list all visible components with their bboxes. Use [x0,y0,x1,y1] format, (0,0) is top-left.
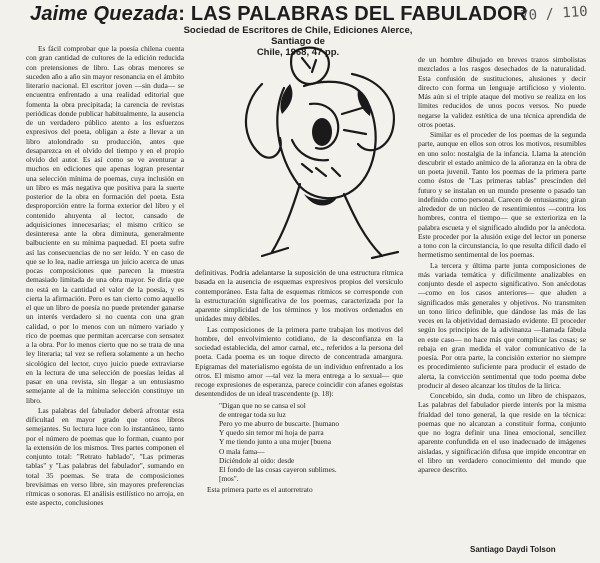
book-title: LAS PALABRAS DEL FABULADOR [190,3,528,25]
publication-info-line2: Chile, 1968, 47 pp. [256,47,340,58]
publication-info-line1: Sociedad de Escritores de Chile, Ediciones Alerce, Santiago de [183,25,413,47]
verse-line: Diciéndole al oído: desde [219,455,295,465]
author-name: Jaime Quezada [30,3,179,25]
verse-line: Y quedo sin temor mi hoja de parra [219,428,324,438]
paragraph: Similar es el proceder de los poemas de la segunda parte, aunque en ellos son otros los motivos, resumibles en uno solo: nostalgia de la infancia. Llama la atención descubrir el estado anímico de la añoranza en la obra de un poeta juvenil. Tanto los poemas de la primera parte como éstos de "Las primeras tablas" prescinden del futuro y se instalan en un mundo presente o pasado tan indefinido como personal. Carecen de entusiasmo; giran alrededor de un núcleo de resentimientos —contra los hombres, contra el tiempo— que se exterioriza en la palabra escueta y el significado aludido por la anécdota. Este proceder por la alusión exige del lector un ponerse a tono con la circunstancia, lo que resulta difícil dado el hermetismo sentimental de los poemas. [418,130,586,260]
handwritten-catalog-note: 70 / 110 [519,3,589,25]
paragraph: Concebido, sin duda, como un libro de chispazos, Las palabras del fabulador pierde interés por la misma frialdad del tono general, la que reside en la técnica: poemas que no alcanzan a constituir forma, conjunto que no logra definir una línea emocional, sencillez aparente confundida en el uso inadecuado de imágenes aisladas, y significación difusa que impide encontrar en el libro un verdadero conocimiento del mundo que aparece descrito. [418,391,586,474]
verse-line: El fondo de las cosas cayeron sublimes. [219,464,337,474]
paragraph: La tercera y última parte junta composiciones de más variada temática y difícilmente analizables en conjunto desde el aspecto significativo. Son anécdotas —como en los casos anteriores— que aluden a significados más generales y objetivos. No transmiten un tono lírico definible, que dándose las más de las veces en la objetividad demasiado evidente. El proceder según los principios de la adivinanza —llamada fábula en este caso— no hace más que complicar las cosas; se rebaja en gran medida el valor comunicativo de la poesía. Por otra parte, la concisión exterior no siempre es procedimiento suficiente para producir el estado de alerta, la convicción sentimental que todo poema debe producir al deseo alcanzar los títulos de la lírica. [418,260,586,390]
verse-line: Y me tiendo junto a una mujer [buena [219,437,331,447]
article-header [30,3,528,26]
verse-line: Pero yo me aburro de buscarte. [humano [219,418,340,428]
verse-line: [mos". [219,474,239,484]
verse-line: "Digan que no se cansa el sol [219,400,306,410]
verse-line: O mala fama— [219,446,265,456]
verse-line: de entregar toda su luz [219,409,286,419]
paragraph: Es fácil comprobar que la poesía chilena cuenta con gran cantidad de cultores de la edición reducida con pretensiones de libro. Las obras menores se suceden año a año sin mayor resonancia en el ámbito literario nacional. El escritor joven —sin duda— se encuentra enfrentado a una realidad editorial que fomenta la obra precipitada; la carencia de revistas periódicas donde publicar habitualmente, la ausencia de un verdadero público atento a los esfuerzos expresivos del poeta, obligan a éste a llevar a un libro atolondrado su producción, antes que desaparezca en el olvido del tiempo y en el propio olvido del autor. Es así como se ve aventurar a muchos en ediciones que apenas logran presentar una selección mínima de poemas, cuya inclusión en un libro es más negativa que positiva para la suerte posterior de la obra en formación del poeta. Esta desproporción entre la forma exterior del libro y el contenido ahuyenta al lector, cansado de adquisiciones innecesarias; el mismo crítico se desinteresa ante la obra diminuta, generalmente balbuciente en su mínima paquedad. El poeta sufre así las consecuencias de no ser leído. Y en caso de que se lo lea, nadie arriesga un juicio acerca de unas pocas composiciones que parecen la muestra demasiado limitada de una obra mayor. Se diría que no está en la cantidad el valor de la poesía, y es cierta la afirmación. Pero es tan cierto como aquello el que un libro de poesía no puede pretender ganarse un interés verdadero si no cuenta con una gran calidad, o por lo menos con un número variado y rico de poemas que permitan acercarse con sensatez a la obra. Por lo menos cierto que no se trata de una ley literaria; tal vez se refiera solamente a un hecho sicológico del lector, cuyo juicio puede extraviarse en la lectura de una selección de poesías leídas al pasar en una revista, sin llegar a un entusiasmo semejante al de la mínima selección constituye un libro. [26,44,184,405]
quoted-verse [219,401,403,484]
paragraph: definitivas. Podría adelantarse la suposición de una estructura rítmica basada en la ausencia de esquemas expresivos propios del versículo contemporáneo. Esta falta de esquemas rítmicos se corresponde con la estructuración significativa de los poemas, caracterizada por la aparente simplicidad de los términos y los motivos ordenados en unidades muy débiles. [195,268,403,324]
paragraph: Las palabras del fabulador deberá afrontar esta dificultad en mayor grado que otros libros semejantes. Su lectura luce con lo instantáneo, tanto por el número de poemas que lo forman, cuanto por la extensión de los mismos. Tres partes componen el conjunto total: "Retrato hablado", "Las primeras tablas" y "Las palabras del fabulador", sumando en total 35 poemas. Se trata de composiciones brevísimas en verso libre, sin mayores preferencias rítmicas o sonoras. El análisis estilístico no arroja, en este aspecto, conclusiones [26,405,184,508]
reviewer-signature: Santiago Daydi Tolson [470,545,556,554]
paragraph: Las composiciones de la primera parte trabajan los motivos del hombre, del envolvimiento cotidiano, de la desconfianza en la sociedad establecida, del amor carnal, etc., referidos a la persona del poeta. Cada poema es un toque directo de concentrada amargura. Epigramas del materialismo egoísta de un individuo enfrentado a los otros. El mismo amor —tal vez la mera entrega a lo sexual— que recoge expresiones de esperanza, parece coincidir con afanes egoístas desentendidos de un ideal trascendente (p. 18): [195,324,403,399]
figure-drawing-illustration [232,44,418,266]
article-column-1 [26,44,184,556]
title-separator: : [178,3,186,25]
paragraph: Esta primera parte es el autorretrato [207,485,313,495]
article-column-3 [418,55,586,540]
paragraph: de un hombre dibujado en breves trazos simbolistas mezclados a los rasgos desechados de la naturalidad. Esta confusión de sustituciones, alusiones y decir directo con forma un lenguaje artificioso y violento. Más aún si el triple ataque del motivo se realiza en los límites reducidos de unos pocos versos. No puede negarse la validez estética de una técnica aprendida de otros poetas. [418,55,586,129]
article-column-2 [195,268,403,558]
